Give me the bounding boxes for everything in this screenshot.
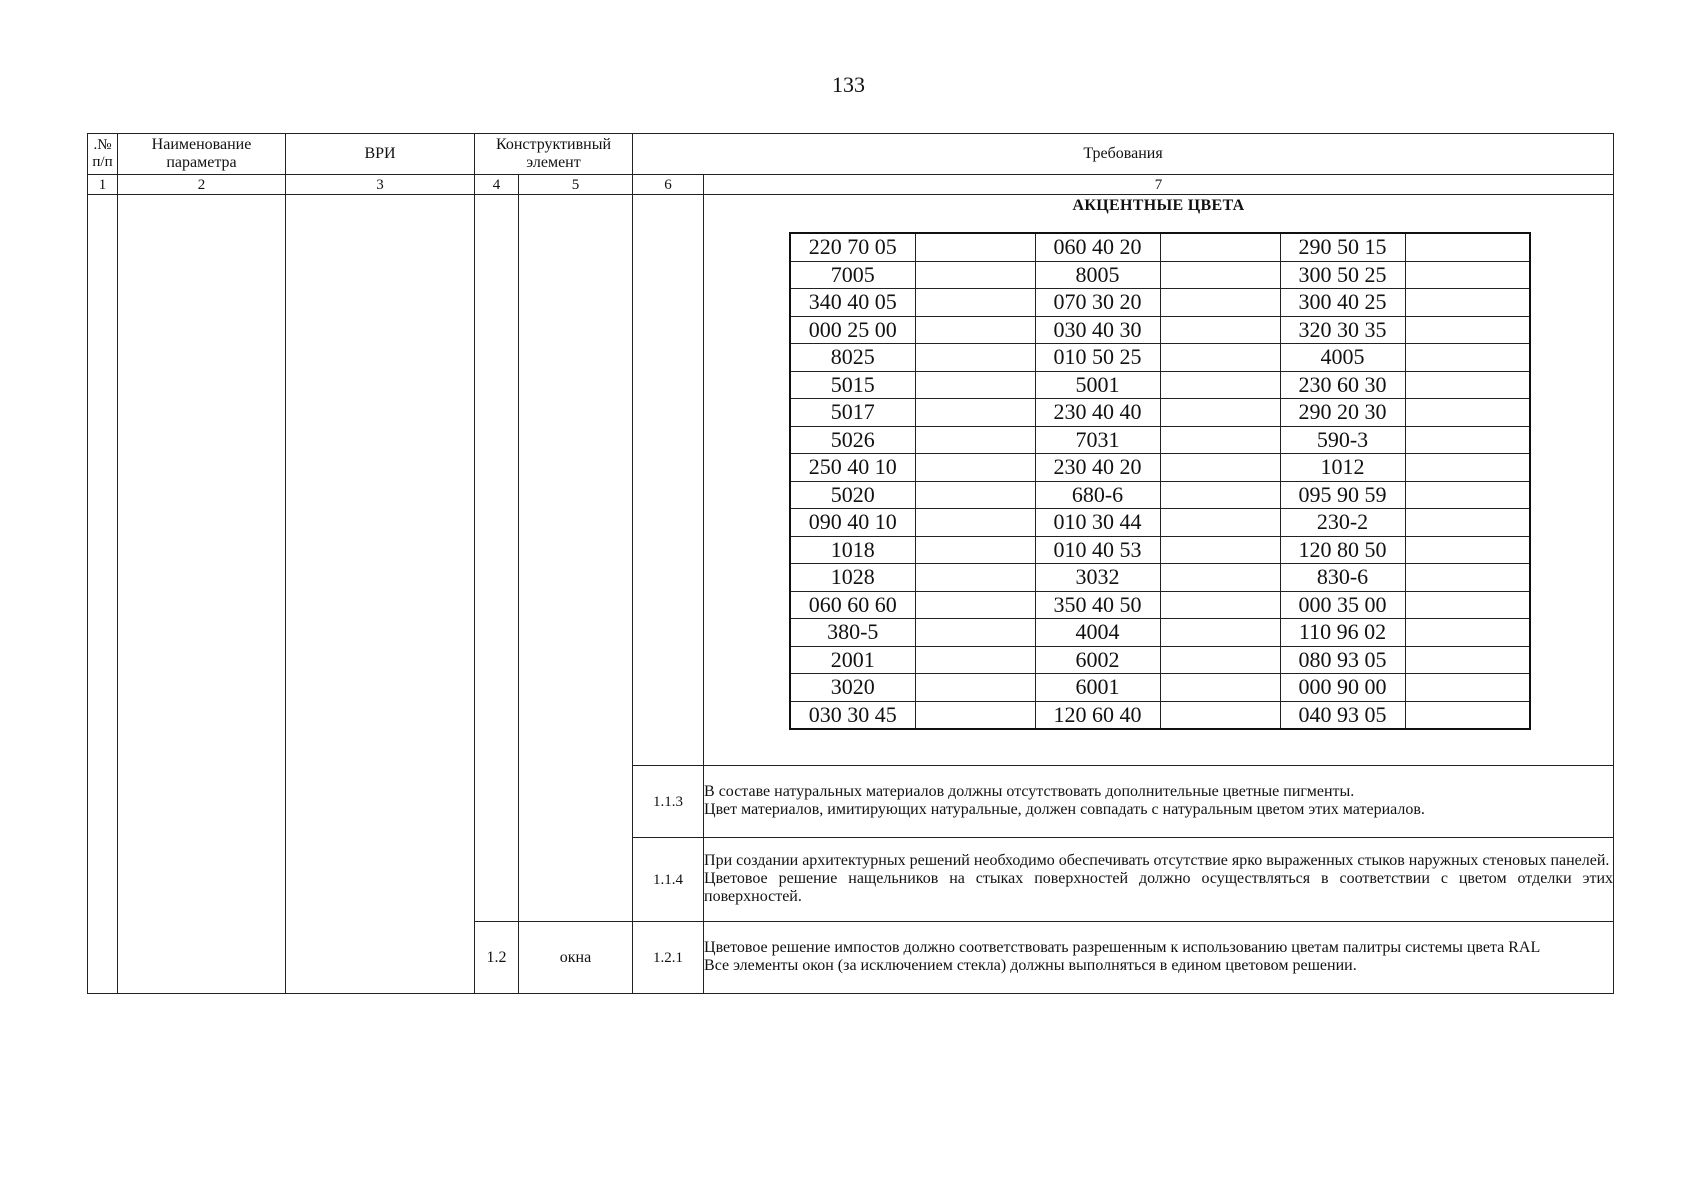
color-swatch-empty (915, 371, 1035, 399)
color-swatch-empty (1405, 591, 1530, 619)
color-swatch-empty (915, 701, 1035, 729)
requirement-line: Цветовое решение нащельников на стыках поверхностей должно осуществляться в соответствии с цветом отделки этих поверхностей. (704, 869, 1614, 905)
color-code: 6001 (1035, 674, 1160, 702)
cell-palette-num-empty (633, 195, 704, 766)
color-swatch-empty (1160, 454, 1280, 482)
page-number: 133 (832, 72, 865, 97)
color-swatch-empty (1160, 674, 1280, 702)
column-number: 1 (88, 175, 118, 195)
column-number-row (88, 175, 1614, 195)
color-code: 830-6 (1280, 564, 1405, 592)
color-code: 120 60 40 (1035, 701, 1160, 729)
color-swatch-empty (1160, 261, 1280, 289)
palette-row (790, 371, 1530, 399)
color-swatch-empty (1160, 619, 1280, 647)
color-swatch-empty (1160, 481, 1280, 509)
color-code: 000 25 00 (790, 316, 915, 344)
column-number: 4 (475, 175, 519, 195)
color-code: 090 40 10 (790, 509, 915, 537)
color-code: 030 30 45 (790, 701, 915, 729)
color-code: 3020 (790, 674, 915, 702)
color-code: 5001 (1035, 371, 1160, 399)
color-swatch-empty (1160, 289, 1280, 317)
palette-row (790, 233, 1530, 261)
requirement-line: Цвет материалов, имитирующих натуральные, должен совпадать с натуральным цветом этих материалов. (704, 800, 1425, 818)
color-swatch-empty (1160, 646, 1280, 674)
palette-row (790, 399, 1530, 427)
color-code: 080 93 05 (1280, 646, 1405, 674)
color-code: 030 40 30 (1035, 316, 1160, 344)
color-swatch-empty (1405, 371, 1530, 399)
requirements-table (87, 133, 1614, 994)
color-code: 290 50 15 (1280, 233, 1405, 261)
color-code: 000 90 00 (1280, 674, 1405, 702)
requirement-text (704, 838, 1614, 922)
color-code: 1028 (790, 564, 915, 592)
color-swatch-empty (915, 454, 1035, 482)
color-swatch-empty (1160, 316, 1280, 344)
element-name: окна (519, 922, 633, 994)
color-swatch-empty (915, 344, 1035, 372)
requirement-text (704, 922, 1614, 994)
color-swatch-empty (1405, 619, 1530, 647)
color-code: 300 50 25 (1280, 261, 1405, 289)
color-code: 5026 (790, 426, 915, 454)
color-code: 1012 (1280, 454, 1405, 482)
header-structural-element: Конструктивный элемент (475, 134, 633, 175)
color-swatch-empty (915, 591, 1035, 619)
color-code: 6002 (1035, 646, 1160, 674)
color-code: 2001 (790, 646, 915, 674)
color-code: 060 60 60 (790, 591, 915, 619)
color-code: 095 90 59 (1280, 481, 1405, 509)
color-swatch-empty (1405, 426, 1530, 454)
requirement-line: Все элементы окон (за исключением стекла) должны выполняться в едином цветовом решении. (704, 956, 1357, 974)
color-swatch-empty (1405, 454, 1530, 482)
color-swatch-empty (915, 426, 1035, 454)
color-code: 110 96 02 (1280, 619, 1405, 647)
color-code: 680-6 (1035, 481, 1160, 509)
requirement-number: 1.2.1 (633, 922, 704, 994)
color-swatch-empty (1160, 509, 1280, 537)
palette-row (790, 591, 1530, 619)
color-swatch-empty (1160, 564, 1280, 592)
palette-row (790, 701, 1530, 729)
palette-row (790, 646, 1530, 674)
palette-row (790, 674, 1530, 702)
color-code: 8005 (1035, 261, 1160, 289)
color-code: 010 40 53 (1035, 536, 1160, 564)
color-code: 340 40 05 (790, 289, 915, 317)
color-swatch-empty (1405, 289, 1530, 317)
color-code: 290 20 30 (1280, 399, 1405, 427)
color-code: 350 40 50 (1035, 591, 1160, 619)
cell-element-num-empty (475, 195, 519, 922)
color-code: 590-3 (1280, 426, 1405, 454)
color-code: 230 40 20 (1035, 454, 1160, 482)
column-number: 3 (286, 175, 475, 195)
color-code: 120 80 50 (1280, 536, 1405, 564)
color-code: 380-5 (790, 619, 915, 647)
color-code: 220 70 05 (790, 233, 915, 261)
color-code: 060 40 20 (1035, 233, 1160, 261)
color-code: 010 50 25 (1035, 344, 1160, 372)
column-number: 2 (118, 175, 286, 195)
palette-row (790, 454, 1530, 482)
cell-number-empty (88, 195, 118, 994)
color-code: 3032 (1035, 564, 1160, 592)
requirement-number: 1.1.4 (633, 838, 704, 922)
color-swatch-empty (915, 233, 1035, 261)
color-swatch-empty (1405, 564, 1530, 592)
color-code: 1018 (790, 536, 915, 564)
header-requirements: Требования (633, 134, 1614, 175)
color-code: 230 60 30 (1280, 371, 1405, 399)
column-number: 7 (704, 175, 1614, 195)
color-swatch-empty (915, 646, 1035, 674)
color-swatch-empty (1405, 674, 1530, 702)
color-code: 7005 (790, 261, 915, 289)
color-swatch-empty (1405, 481, 1530, 509)
color-swatch-empty (915, 261, 1035, 289)
color-swatch-empty (915, 536, 1035, 564)
color-swatch-empty (1160, 371, 1280, 399)
requirement-line: При создании архитектурных решений необходимо обеспечивать отсутствие ярко выраженных стыков наружных стеновых панелей. (704, 851, 1610, 869)
color-swatch-empty (1405, 701, 1530, 729)
color-code: 040 93 05 (1280, 701, 1405, 729)
color-swatch-empty (1405, 344, 1530, 372)
cell-parameter-empty (118, 195, 286, 994)
color-code: 230-2 (1280, 509, 1405, 537)
color-swatch-empty (915, 564, 1035, 592)
palette-row (790, 536, 1530, 564)
color-swatch-empty (1405, 316, 1530, 344)
color-code: 300 40 25 (1280, 289, 1405, 317)
color-swatch-empty (1405, 399, 1530, 427)
color-code: 320 30 35 (1280, 316, 1405, 344)
header-parameter-name: Наименование параметра (118, 134, 286, 175)
requirement-line: В составе натуральных материалов должны отсутствовать дополнительные цветные пигменты. (704, 782, 1355, 800)
color-code: 010 30 44 (1035, 509, 1160, 537)
accent-colors-cell (704, 195, 1614, 766)
table-header-row (88, 134, 1614, 175)
requirement-line: Цветовое решение импостов должно соответствовать разрешенным к использованию цветам палитры системы цвета RAL (704, 938, 1541, 956)
color-swatch-empty (915, 619, 1035, 647)
color-swatch-empty (1405, 509, 1530, 537)
palette-row (790, 289, 1530, 317)
color-swatch-empty (1160, 701, 1280, 729)
palette-row (790, 564, 1530, 592)
accent-color-palette-table (789, 232, 1531, 730)
header-vri: ВРИ (286, 134, 475, 175)
color-swatch-empty (915, 674, 1035, 702)
color-code: 000 35 00 (1280, 591, 1405, 619)
cell-element-name-empty (519, 195, 633, 922)
color-swatch-empty (915, 289, 1035, 317)
header-number: .№ п/п (88, 134, 118, 175)
color-code: 5015 (790, 371, 915, 399)
color-swatch-empty (1160, 536, 1280, 564)
color-code: 4005 (1280, 344, 1405, 372)
palette-row (790, 509, 1530, 537)
palette-row (790, 344, 1530, 372)
column-number: 5 (519, 175, 633, 195)
color-swatch-empty (1160, 233, 1280, 261)
color-swatch-empty (1405, 646, 1530, 674)
color-swatch-empty (1160, 591, 1280, 619)
cell-vri-empty (286, 195, 475, 994)
color-code: 5017 (790, 399, 915, 427)
color-swatch-empty (1405, 536, 1530, 564)
color-code: 230 40 40 (1035, 399, 1160, 427)
palette-row (790, 426, 1530, 454)
color-code: 070 30 20 (1035, 289, 1160, 317)
palette-row (790, 261, 1530, 289)
color-code: 4004 (1035, 619, 1160, 647)
requirement-text (704, 766, 1614, 838)
color-swatch-empty (1405, 233, 1530, 261)
element-number: 1.2 (475, 922, 519, 994)
color-code: 7031 (1035, 426, 1160, 454)
palette-row (790, 316, 1530, 344)
color-swatch-empty (1160, 426, 1280, 454)
color-swatch-empty (915, 316, 1035, 344)
table-row (88, 195, 1614, 766)
palette-title: АКЦЕНТНЫЕ ЦВЕТА (1072, 197, 1245, 214)
color-code: 250 40 10 (790, 454, 915, 482)
palette-row (790, 619, 1530, 647)
color-swatch-empty (1405, 261, 1530, 289)
color-code: 5020 (790, 481, 915, 509)
color-code: 8025 (790, 344, 915, 372)
color-swatch-empty (1160, 399, 1280, 427)
color-swatch-empty (915, 509, 1035, 537)
color-swatch-empty (915, 481, 1035, 509)
palette-row (790, 481, 1530, 509)
column-number: 6 (633, 175, 704, 195)
requirement-number: 1.1.3 (633, 766, 704, 838)
color-swatch-empty (915, 399, 1035, 427)
color-swatch-empty (1160, 344, 1280, 372)
